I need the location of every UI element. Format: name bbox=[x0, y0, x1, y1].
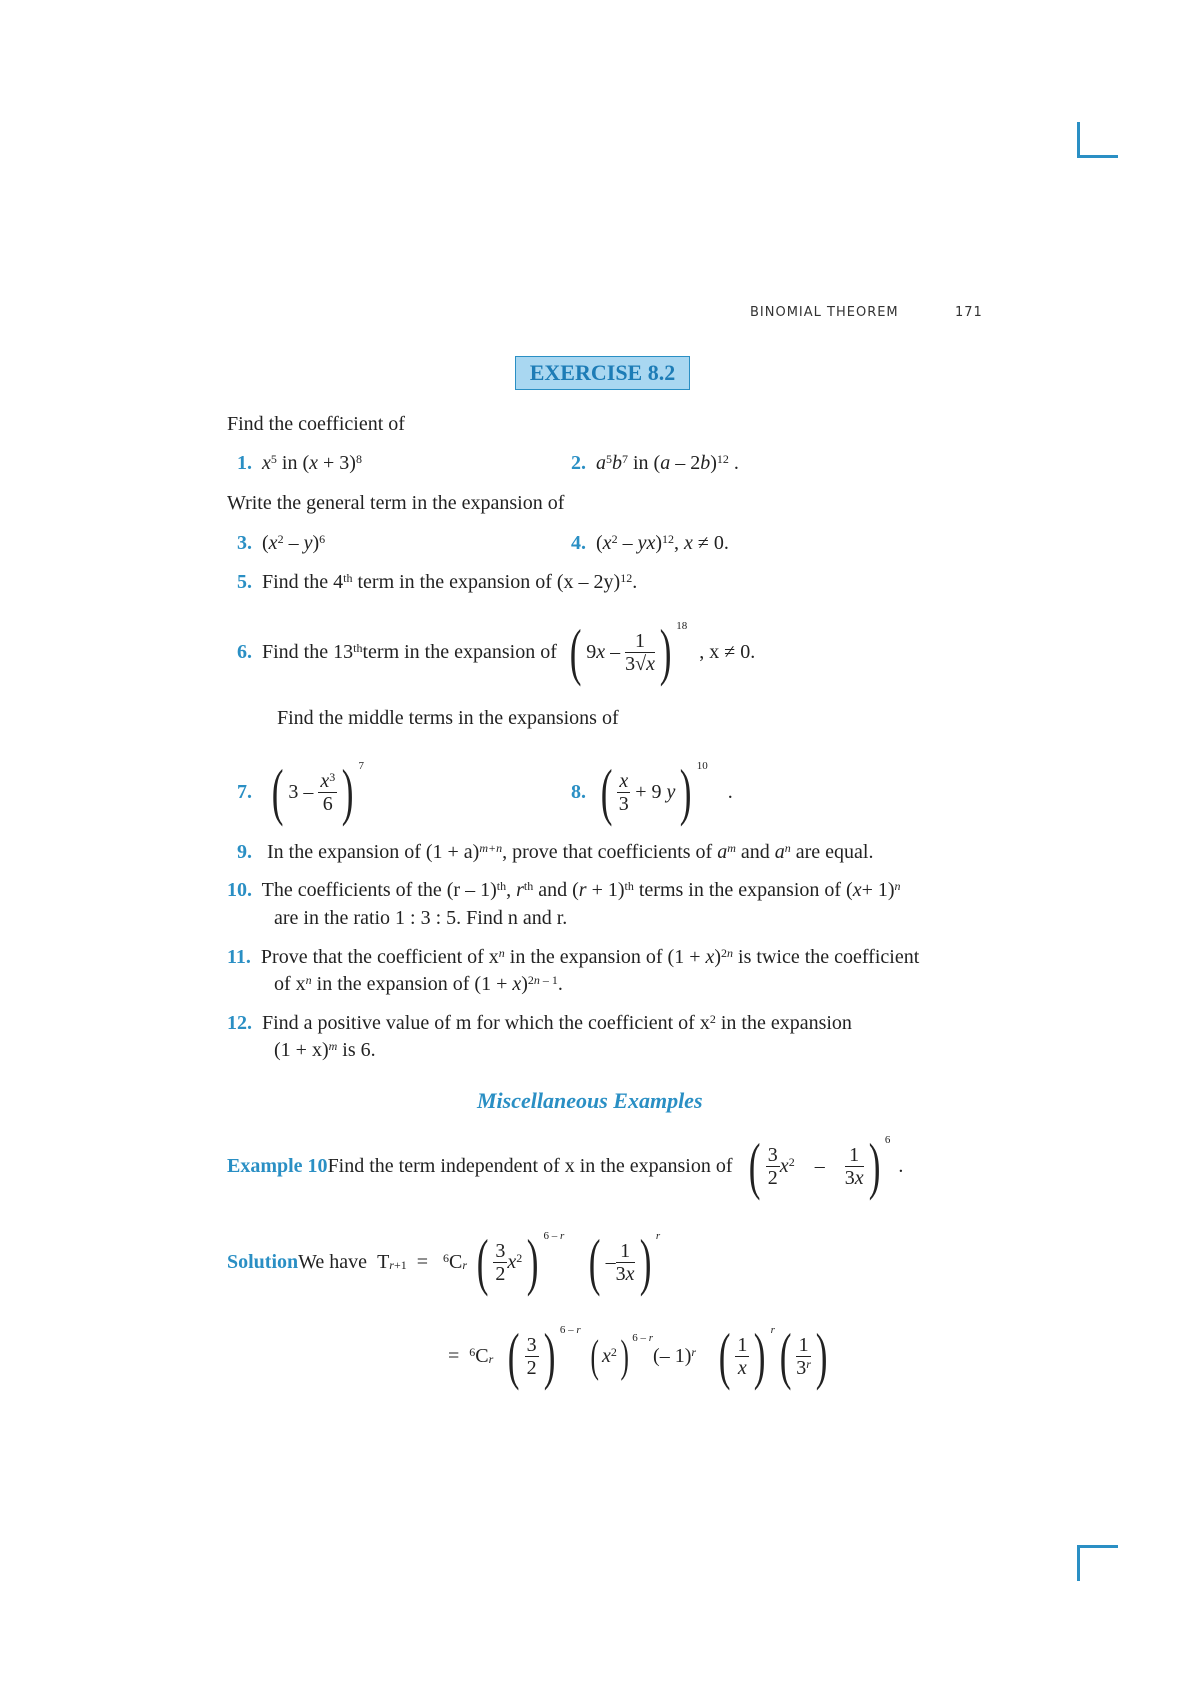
crop-mark-top bbox=[1077, 122, 1118, 158]
q11-line1: Prove that the coefficient of x bbox=[260, 946, 499, 968]
q5-end: . bbox=[632, 571, 638, 593]
q12-line2-wrap: $(1 + x)^m$ is 6. bbox=[274, 1039, 376, 1061]
q12-line1: Find a positive value of m for which the coefficient of x bbox=[262, 1012, 710, 1034]
question-number: 2. bbox=[571, 452, 586, 474]
question-number: 9. bbox=[237, 841, 252, 863]
section-heading: Miscellaneous Examples bbox=[477, 1088, 703, 1113]
intro-general-term: Write the general term in the expansion of bbox=[227, 492, 565, 514]
q9-text: In the expansion of (1 + a) bbox=[267, 841, 480, 863]
question-5 bbox=[237, 570, 637, 594]
question-number: 10. bbox=[227, 879, 252, 901]
q11-line2-wrap: of $x^n$ in the expansion of $(1 + x)^{2n - 1}$. bbox=[274, 973, 563, 995]
question-8: 8. ( $\frac{x}{3}$ + 9 y ) $^{10}$ . bbox=[571, 756, 733, 827]
running-header-title: BINOMIAL THEOREM bbox=[750, 305, 899, 320]
solution-label: Solution bbox=[227, 1251, 299, 1273]
question-number: 6. bbox=[237, 641, 252, 663]
question-7: 7. ( 3 – $\frac{x^3}{6}$ ) $^7$ bbox=[237, 756, 365, 827]
solution-line-2: = $^6$ C $_r$ ( $\frac{3}{2}$ ) $^{6 - r}$ ( x $^2$ ) $^{6 - r}$ (– 1) $^r$ ( $\frac{1}{x}$ ) $^r$ ( $\frac{1}{3^r}$ ) bbox=[448, 1320, 828, 1391]
intro-coefficient: Find the coefficient of bbox=[227, 413, 405, 435]
q6-lead: Find the 13 bbox=[262, 641, 354, 663]
question-2: 2. $a^5b^7$ in (a – 2b)$^{12}$ . bbox=[571, 452, 739, 474]
question-number: 7. bbox=[237, 781, 252, 803]
solution-text: We have bbox=[298, 1251, 368, 1273]
q6-tail: term in the expansion of bbox=[362, 641, 557, 663]
q5-lead: Find the 4 bbox=[262, 571, 344, 593]
q6-end: , x ≠ 0. bbox=[699, 641, 756, 663]
solution-line-1: Solution We have T $_{r +1}$ = $^6$ C $_r$ ( $\frac{3}{2}$ x $^2$ ) $^{6 - r}$ ( – $\frac{1}{3x}$ ) $^r$ bbox=[227, 1226, 661, 1297]
q5-pow: 12 bbox=[620, 571, 633, 585]
q6-sup: th bbox=[353, 641, 363, 655]
question-number: 1. bbox=[237, 452, 252, 474]
crop-mark-bottom bbox=[1077, 1545, 1118, 1581]
example-text: Find the term independent of x in the expansion of bbox=[327, 1155, 733, 1177]
exercise-title: EXERCISE 8.2 bbox=[515, 356, 690, 390]
q5-tail: term in the expansion of (x – 2y) bbox=[352, 571, 621, 593]
question-number: 4. bbox=[571, 532, 586, 554]
question-number: 11. bbox=[227, 946, 251, 968]
example-label: Example 10 bbox=[227, 1155, 328, 1177]
question-1: 1. $x^5$ in $(x + 3)^8$ bbox=[237, 452, 362, 474]
q5-sup: th bbox=[343, 571, 353, 585]
question-number: 5. bbox=[237, 571, 252, 593]
example-10: Example 10 Find the term independent of x in the expansion of ( $\frac{3}{2}$ x $^2$ – $\frac{1}{3x}$ ) $^6$ . bbox=[227, 1130, 904, 1201]
page-number: 171 bbox=[955, 305, 983, 320]
question-10: 10. The coefficients of the (r – 1)$^{th}$, $r^{th}$ and $(r + 1)^{th}$ terms in the expansion of $(x+ 1)^n$ bbox=[227, 879, 901, 901]
question-9: 9. In the expansion of $(1 + a)^{m+n}$, prove that coefficients of $a^m$ and $a^n$ are equal. bbox=[237, 841, 874, 863]
question-11: 11. Prove that the coefficient of $x^n$ in the expansion of $(1 + x)^{2n}$ is twice the coefficient bbox=[227, 946, 920, 968]
question-number: 8. bbox=[571, 781, 586, 803]
question-6: 6. Find the 13 $^{th}$ term in the expansion of ( 9 x – $\frac{1}{3√x}$ ) $^{18}$ , x ≠ 0. bbox=[237, 616, 756, 687]
question-number: 3. bbox=[237, 532, 252, 554]
q10-line2: are in the ratio 1 : 3 : 5. Find n and r. bbox=[274, 907, 568, 929]
question-3: 3. $(x^2 - y)^6$ bbox=[237, 532, 326, 554]
q12-line2: (1 + x) bbox=[274, 1039, 329, 1061]
intro-middle-terms: Find the middle terms in the expansions of bbox=[277, 707, 619, 729]
question-12: 12. Find a positive value of m for which the coefficient of $x^2$ in the expansion bbox=[227, 1012, 852, 1034]
question-number: 12. bbox=[227, 1012, 252, 1034]
question-4: 4. $(x^2 - yx)^{12}$, x ≠ 0. bbox=[571, 532, 729, 554]
q11-line2: of x bbox=[274, 973, 306, 995]
q10-line1: The coefficients of the (r – 1) bbox=[261, 879, 497, 901]
